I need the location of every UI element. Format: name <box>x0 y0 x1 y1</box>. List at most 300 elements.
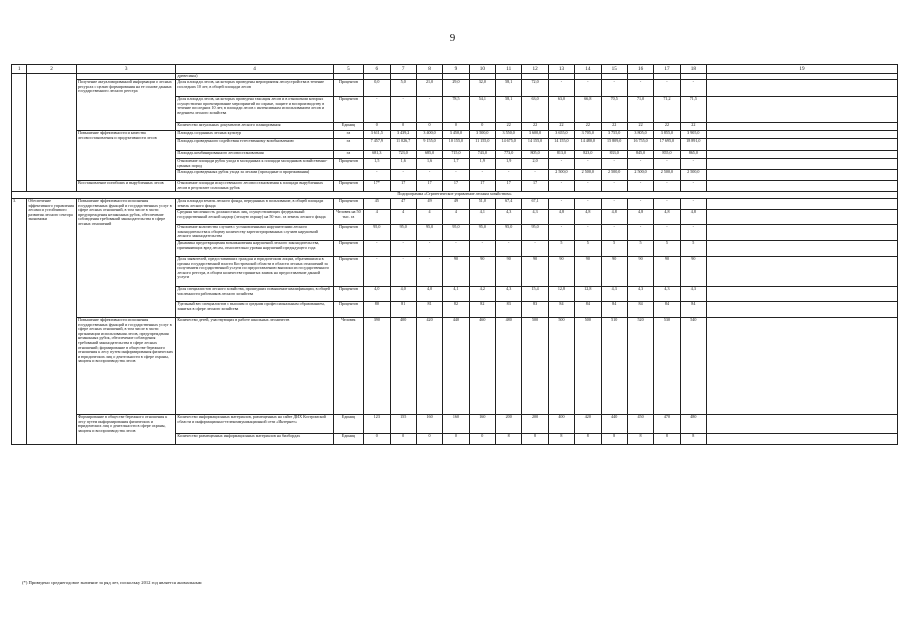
unit-cell: га <box>333 131 363 139</box>
unit-cell: Процентов <box>333 302 363 318</box>
value-cell: 7 457,9 <box>364 139 390 151</box>
empty-cell <box>707 181 898 192</box>
value-cell: - <box>575 159 601 170</box>
value-cell: 0 <box>390 434 416 445</box>
column-number: 14 <box>575 65 601 74</box>
value-cell: 83 <box>496 302 522 318</box>
value-cell: 450 <box>627 415 653 434</box>
value-cell: 3 905,0 <box>680 131 706 139</box>
value-cell: 510 <box>601 318 627 415</box>
column-number: 17 <box>654 65 680 74</box>
value-cell: 78,5 <box>443 97 469 123</box>
empty-cell <box>707 302 898 318</box>
value-cell: 84 <box>654 302 680 318</box>
indicator-cell: Площадь проведенных рубок ухода за лесами (проходные и прореживания) <box>176 170 333 181</box>
value-cell: 90 <box>496 257 522 287</box>
value-cell: 90 <box>522 257 548 287</box>
value-cell: - <box>680 225 706 241</box>
table-row <box>12 318 898 415</box>
section-goal: Обеспечение эффективного управления лесами и устойчивого развития лесного сектора экономики <box>27 199 77 445</box>
empty-cell <box>707 97 898 123</box>
value-cell: - <box>390 257 416 287</box>
value-cell: - <box>680 80 706 97</box>
unit-cell: Процентов <box>333 199 363 210</box>
unit-cell: Единиц <box>333 434 363 445</box>
value-cell: 90 <box>627 257 653 287</box>
value-cell: 95,0 <box>496 225 522 241</box>
value-cell: 4,8 <box>680 210 706 225</box>
value-cell: 95,0 <box>443 225 469 241</box>
indicator-cell: Площадь проведенного содействия естественному возобновлению <box>176 139 333 151</box>
table-row <box>12 199 898 210</box>
value-cell: 0 <box>364 434 390 445</box>
value-cell: - <box>548 80 574 97</box>
value-cell: 90 <box>575 257 601 287</box>
value-cell: - <box>601 225 627 241</box>
value-cell: 4,8 <box>575 210 601 225</box>
value-cell: 83 <box>522 302 548 318</box>
unit-cell: Процентов <box>333 225 363 241</box>
value-cell: 5 <box>627 241 653 257</box>
value-cell: 17 <box>416 181 442 192</box>
value-cell: - <box>627 225 653 241</box>
unit-cell <box>333 170 363 181</box>
value-cell: 3 400,0 <box>416 131 442 139</box>
value-cell: 84 <box>601 302 627 318</box>
column-number: 11 <box>496 65 522 74</box>
value-cell: 4 <box>416 210 442 225</box>
value-cell: 90 <box>601 257 627 287</box>
empty-cell <box>707 434 898 445</box>
value-cell: - <box>364 97 390 123</box>
empty-cell <box>707 287 898 302</box>
value-cell: 71,5 <box>680 97 706 123</box>
value-cell: 8 <box>575 434 601 445</box>
value-cell: 4,1 <box>443 287 469 302</box>
indicators-table <box>11 64 898 445</box>
indicator-cell: Отношение площади искусственного лесовосстановления к площади вырубленных лесов в результате сплошных рубок <box>176 181 333 192</box>
indicator-cell: Доля площади лесов, на которых проведены мероприятия лесоустройства в течение последних 10 лет, в общей площади лесов <box>176 80 333 97</box>
value-cell: 4,0 <box>390 287 416 302</box>
value-cell: 1,7 <box>443 159 469 170</box>
value-cell: 723,0 <box>390 151 416 159</box>
value-cell: 4,0 <box>364 287 390 302</box>
value-cell: 0 <box>469 434 495 445</box>
value-cell: 0 <box>443 123 469 131</box>
value-cell: 3 550,0 <box>496 131 522 139</box>
unit-cell: Процентов <box>333 181 363 192</box>
unit-cell: Процентов <box>333 97 363 123</box>
table-row <box>12 131 898 139</box>
value-cell: 715,0 <box>443 151 469 159</box>
subprogram-title: Подпрограмма «Стратегическое управление лесным хозяйством» <box>12 192 898 199</box>
value-cell: - <box>575 181 601 192</box>
value-cell: 14 155,0 <box>522 139 548 151</box>
value-cell: 420 <box>575 415 601 434</box>
value-cell: 3 439,2 <box>390 131 416 139</box>
unit-cell: га <box>333 151 363 159</box>
empty-cell <box>707 159 898 170</box>
value-cell: - <box>548 159 574 170</box>
empty-cell <box>707 123 898 131</box>
value-cell: 49 <box>443 199 469 210</box>
value-cell: 70,5 <box>601 97 627 123</box>
value-cell: 805,0 <box>522 151 548 159</box>
value-cell: 2 500,0 <box>680 170 706 181</box>
value-cell: - <box>680 159 706 170</box>
value-cell: 80 <box>364 302 390 318</box>
value-cell: 813,0 <box>548 151 574 159</box>
value-cell: - <box>364 170 390 181</box>
value-cell: 66,8 <box>575 97 601 123</box>
value-cell: 823,0 <box>575 151 601 159</box>
value-cell: 4,3 <box>522 210 548 225</box>
value-cell: - <box>654 181 680 192</box>
value-cell: 47 <box>390 199 416 210</box>
value-cell: 4 <box>364 210 390 225</box>
value-cell: - <box>654 225 680 241</box>
empty-cell <box>707 151 898 159</box>
value-cell: 4,0 <box>416 287 442 302</box>
value-cell: 833,0 <box>601 151 627 159</box>
indicator-cell: Доля площади земель лесного фонда, переданных в пользование, в общей площади земель лесного фонда <box>176 199 333 210</box>
value-cell: 84 <box>548 302 574 318</box>
value-cell: 84 <box>627 302 653 318</box>
value-cell: 4,8 <box>601 210 627 225</box>
value-cell: 90 <box>680 257 706 287</box>
unit-cell: Процентов <box>333 159 363 170</box>
value-cell: 5,0 <box>390 80 416 97</box>
value-cell: 63,0 <box>548 97 574 123</box>
value-cell: 72,0 <box>522 80 548 97</box>
value-cell: 500 <box>548 318 574 415</box>
indicator-cell: Доля площади лесов, на которых проведена таксация лесов и в отношении которых осуществлено проектирование мероприятий по охране, защите и воспроизводству в течение последних 10 лет, в площади лесов с интенсивным использованием лесов и ведением лесного хозяйства <box>176 97 333 123</box>
value-cell: 22 <box>601 123 627 131</box>
value-cell: 160 <box>469 415 495 434</box>
indicator-cell: Отношение площади рубок ухода в молодняках к площади молодняков хозяйственно-ценных пород <box>176 159 333 170</box>
value-cell: 4,3 <box>601 287 627 302</box>
empty-cell <box>707 80 898 97</box>
value-cell: - <box>364 241 390 257</box>
column-number: 3 <box>76 65 175 74</box>
value-cell: 8 <box>654 434 680 445</box>
indicator-cell: Площадь созданных лесных культур <box>176 131 333 139</box>
value-cell: 14 675,0 <box>496 139 522 151</box>
unit-cell: Процентов <box>333 287 363 302</box>
value-cell: 90 <box>469 257 495 287</box>
value-cell: 480 <box>496 318 522 415</box>
value-cell: 0 <box>469 123 495 131</box>
value-cell: 10 155,0 <box>443 139 469 151</box>
value-cell: 3 705,0 <box>575 131 601 139</box>
value-cell: 17* <box>364 181 390 192</box>
value-cell: 0 <box>364 123 390 131</box>
value-cell: 5 <box>548 241 574 257</box>
value-cell: 17 <box>522 181 548 192</box>
page-number: 9 <box>449 32 456 44</box>
value-cell: - <box>390 241 416 257</box>
value-cell: 681,3 <box>364 151 390 159</box>
value-cell: 9 155,0 <box>416 139 442 151</box>
value-cell: 17 695,0 <box>654 139 680 151</box>
value-cell: 540 <box>680 318 706 415</box>
value-cell: 95,0 <box>522 225 548 241</box>
unit-cell: Процентов <box>333 80 363 97</box>
value-cell: 2 500,0 <box>627 170 653 181</box>
value-cell: 15 809,0 <box>601 139 627 151</box>
value-cell: - <box>496 241 522 257</box>
value-cell: 123 <box>364 415 390 434</box>
value-cell: - <box>496 170 522 181</box>
value-cell: 4 <box>390 210 416 225</box>
indicator-cell: Удельный вес специалистов с высшим и средним профессиональным образованием, занятых в сфере лесного хозяйства <box>176 302 333 318</box>
value-cell: 12,8 <box>548 287 574 302</box>
value-cell: 3 805,0 <box>627 131 653 139</box>
value-cell: 17 <box>469 181 495 192</box>
value-cell: 2 500,0 <box>601 170 627 181</box>
unit-cell: Человек <box>333 318 363 415</box>
value-cell: 1,6 <box>416 159 442 170</box>
value-cell: 81 <box>390 302 416 318</box>
value-cell: 67,1 <box>522 199 548 210</box>
value-cell: 1,5 <box>364 159 390 170</box>
indicator-cell: Количество детей, участвующих в работе школьных лесничеств <box>176 318 333 415</box>
value-cell: - <box>654 80 680 97</box>
value-cell: 500 <box>522 318 548 415</box>
value-cell: 14 155,0 <box>548 139 574 151</box>
value-cell: 71,2 <box>654 97 680 123</box>
task-cell: Повышение эффективности исполнения государственных функций и государственных услуг в сфере лесных отношений, в том числе в части предупреждения незаконных рубок, обеспечение соблюдения требований законодательства в сфере лесных отношений <box>76 199 175 318</box>
unit-cell: Процентов <box>333 241 363 257</box>
value-cell: 155 <box>390 415 416 434</box>
indicator-cell: Доля специалистов лесного хозяйства, прошедших повышение квалификации, в общей численности работников лесного хозяйства <box>176 287 333 302</box>
value-cell: - <box>522 241 548 257</box>
value-cell: 84 <box>680 302 706 318</box>
value-cell: 8 <box>548 434 574 445</box>
table-row <box>12 415 898 434</box>
indicator-cell: Количество размещенных информационных материалов на билбордах <box>176 434 333 445</box>
value-cell: 14 480,0 <box>575 139 601 151</box>
value-cell: 71,0 <box>627 97 653 123</box>
num-cell <box>12 74 27 192</box>
value-cell: 22 <box>548 123 574 131</box>
value-cell: - <box>601 181 627 192</box>
task-cell: Восстановление погибших и вырубленных лесов <box>76 181 175 192</box>
section-number: 3. <box>12 199 27 445</box>
value-cell: 200 <box>522 415 548 434</box>
value-cell: 49 <box>416 199 442 210</box>
value-cell: - <box>443 170 469 181</box>
task-cell: Повышение эффективности исполнения государственных функций и государственных услуг в сфере лесных отношений, в том числе в части организации использования лесов, предупреждения незаконных рубок, обеспечение соблюдения требований законодательства в сфере лесных отношений; формирование в обществе бережного отношения к лесу путем информирования физических и юридических лиц о деятельности в сфере охраны, защиты и воспроизводства лесов <box>76 318 175 415</box>
column-number: 8 <box>416 65 442 74</box>
value-cell: - <box>390 170 416 181</box>
empty-cell <box>707 257 898 287</box>
value-cell: - <box>522 170 548 181</box>
indicator-cell: Доля заявителей, предоставивших граждан и юридическим лицам, обратившимся в органы государственной власти Костромской области в области лесных отношений за получением государственной услуги по предоставлению выписки из государственного лесного реестра, в общем количестве принятых заявок на предоставление данной услуги <box>176 257 333 287</box>
value-cell: 4,3 <box>496 287 522 302</box>
value-cell: 81 <box>416 302 442 318</box>
value-cell: 2,0 <box>522 159 548 170</box>
value-cell: 95,0 <box>364 225 390 241</box>
value-cell: 22 <box>575 123 601 131</box>
empty-cell <box>707 225 898 241</box>
empty-cell <box>707 415 898 434</box>
value-cell: 8 <box>601 434 627 445</box>
column-number: 13 <box>548 65 574 74</box>
value-cell: 1,6 <box>390 159 416 170</box>
value-cell: 4,8 <box>548 210 574 225</box>
value-cell: 5 <box>680 241 706 257</box>
column-number: 5 <box>333 65 363 74</box>
value-cell: - <box>575 199 601 210</box>
column-number: 6 <box>364 65 390 74</box>
value-cell: 480 <box>680 415 706 434</box>
subprogram-row <box>12 192 898 199</box>
value-cell: 2 500,0 <box>575 170 601 181</box>
unit-cell: Единиц <box>333 415 363 434</box>
value-cell: 90 <box>654 257 680 287</box>
value-cell: 8 <box>680 434 706 445</box>
value-cell: 90 <box>443 257 469 287</box>
value-cell: 21,0 <box>416 80 442 97</box>
value-cell: 3 500,0 <box>469 131 495 139</box>
value-cell: - <box>548 199 574 210</box>
value-cell: 32,0 <box>469 80 495 97</box>
value-cell: 22 <box>496 123 522 131</box>
column-number: 18 <box>680 65 706 74</box>
value-cell: 95,0 <box>469 225 495 241</box>
value-cell: - <box>575 80 601 97</box>
value-cell: - <box>416 257 442 287</box>
value-cell: 1,9 <box>496 159 522 170</box>
value-cell: 4 <box>443 210 469 225</box>
value-cell: - <box>390 97 416 123</box>
value-cell: - <box>654 199 680 210</box>
empty-cell <box>707 131 898 139</box>
value-cell: - <box>601 199 627 210</box>
value-cell: - <box>601 159 627 170</box>
column-number: 16 <box>627 65 653 74</box>
value-cell: 865,0 <box>680 151 706 159</box>
value-cell: 15,4 <box>522 287 548 302</box>
value-cell: - <box>627 80 653 97</box>
value-cell: - <box>469 170 495 181</box>
value-cell: 200 <box>496 415 522 434</box>
value-cell: 29,0 <box>443 80 469 97</box>
value-cell: 460 <box>469 318 495 415</box>
value-cell: 440 <box>443 318 469 415</box>
unit-cell: Единиц <box>333 123 363 131</box>
value-cell: 2 500,0 <box>548 170 574 181</box>
task-cell: Повышение эффективности и качества лесовосстановления и продуктивности лесов <box>76 131 175 181</box>
value-cell: 3 600,0 <box>522 131 548 139</box>
value-cell: 82 <box>443 302 469 318</box>
value-cell: - <box>416 97 442 123</box>
value-cell: 17 <box>443 181 469 192</box>
footnote: (*) Приведено среднегодовое значение за ряд лет, поскольку 2012 год является аномальным <box>22 580 202 585</box>
value-cell: 5 <box>654 241 680 257</box>
empty-cell <box>707 210 898 225</box>
value-cell: - <box>575 225 601 241</box>
indicator-cell: Количество актуальных документов лесного планирования <box>176 123 333 131</box>
unit-cell: Процентов <box>333 257 363 287</box>
value-cell: 390 <box>364 318 390 415</box>
value-cell: - <box>627 199 653 210</box>
value-cell: 4,2 <box>469 287 495 302</box>
value-cell: 58,1 <box>496 97 522 123</box>
value-cell: 2 500,0 <box>654 170 680 181</box>
value-cell: 685,0 <box>416 151 442 159</box>
column-number-row <box>12 65 898 74</box>
value-cell: 17 <box>496 181 522 192</box>
value-cell: - <box>364 257 390 287</box>
value-cell: 3 755,0 <box>601 131 627 139</box>
column-number: 12 <box>522 65 548 74</box>
value-cell: 773,0 <box>496 151 522 159</box>
table-row <box>12 80 898 97</box>
value-cell: 0,0 <box>364 80 390 97</box>
value-cell: 500 <box>575 318 601 415</box>
value-cell: 12,8 <box>575 287 601 302</box>
column-number: 7 <box>390 65 416 74</box>
column-number: 19 <box>707 65 898 74</box>
indicator-cell: Отношение количества случаев с установленными нарушителями лесного законодательства к общему количеству зарегистрированных случаев нарушений лесного законодательства <box>176 225 333 241</box>
value-cell: 95,0 <box>390 225 416 241</box>
value-cell: 95,0 <box>416 225 442 241</box>
value-cell: - <box>548 225 574 241</box>
value-cell: 5 <box>575 241 601 257</box>
value-cell: 420 <box>416 318 442 415</box>
value-cell: 58,1 <box>496 80 522 97</box>
indicator-cell: Динамика предотвращения возникновения нарушений лесного законодательства, причиняющих вред лесам, относительно уровня нарушений предыдущего года <box>176 241 333 257</box>
value-cell: 160 <box>443 415 469 434</box>
value-cell: - <box>443 241 469 257</box>
indicator-cell: Количество информационных материалов, размещенных на сайте ДИХ Костромской области и информационно-телекоммуникационной сети «Интернет» <box>176 415 333 434</box>
value-cell: 1,9 <box>469 159 495 170</box>
value-cell: 54,1 <box>469 97 495 123</box>
value-cell: - <box>469 241 495 257</box>
value-cell: 3 611,5 <box>364 131 390 139</box>
indicator-cell: Площадь комбинированного лесовосстановления <box>176 151 333 159</box>
value-cell: 16 755,0 <box>627 139 653 151</box>
value-cell: 22 <box>627 123 653 131</box>
value-cell: 11 155,0 <box>469 139 495 151</box>
value-cell: 400 <box>548 415 574 434</box>
empty-cell <box>707 170 898 181</box>
column-number: 2 <box>27 65 77 74</box>
empty-cell <box>707 241 898 257</box>
value-cell: - <box>627 159 653 170</box>
value-cell: 4,3 <box>496 210 522 225</box>
column-number: 9 <box>443 65 469 74</box>
value-cell: - <box>601 80 627 97</box>
value-cell: - <box>416 241 442 257</box>
value-cell: 3 855,0 <box>654 131 680 139</box>
column-number: 15 <box>601 65 627 74</box>
value-cell: 84 <box>575 302 601 318</box>
unit-cell: Человек на 50 тыс. га <box>333 210 363 225</box>
value-cell: 5 <box>601 241 627 257</box>
value-cell: - <box>654 159 680 170</box>
value-cell: 0 <box>390 123 416 131</box>
value-cell: 0 <box>443 434 469 445</box>
indicator-cell: древесины) <box>176 74 333 80</box>
value-cell: 67,4 <box>496 199 522 210</box>
value-cell: - <box>627 181 653 192</box>
value-cell: 160 <box>416 415 442 434</box>
empty-cell <box>707 199 898 210</box>
column-number: 4 <box>176 65 333 74</box>
